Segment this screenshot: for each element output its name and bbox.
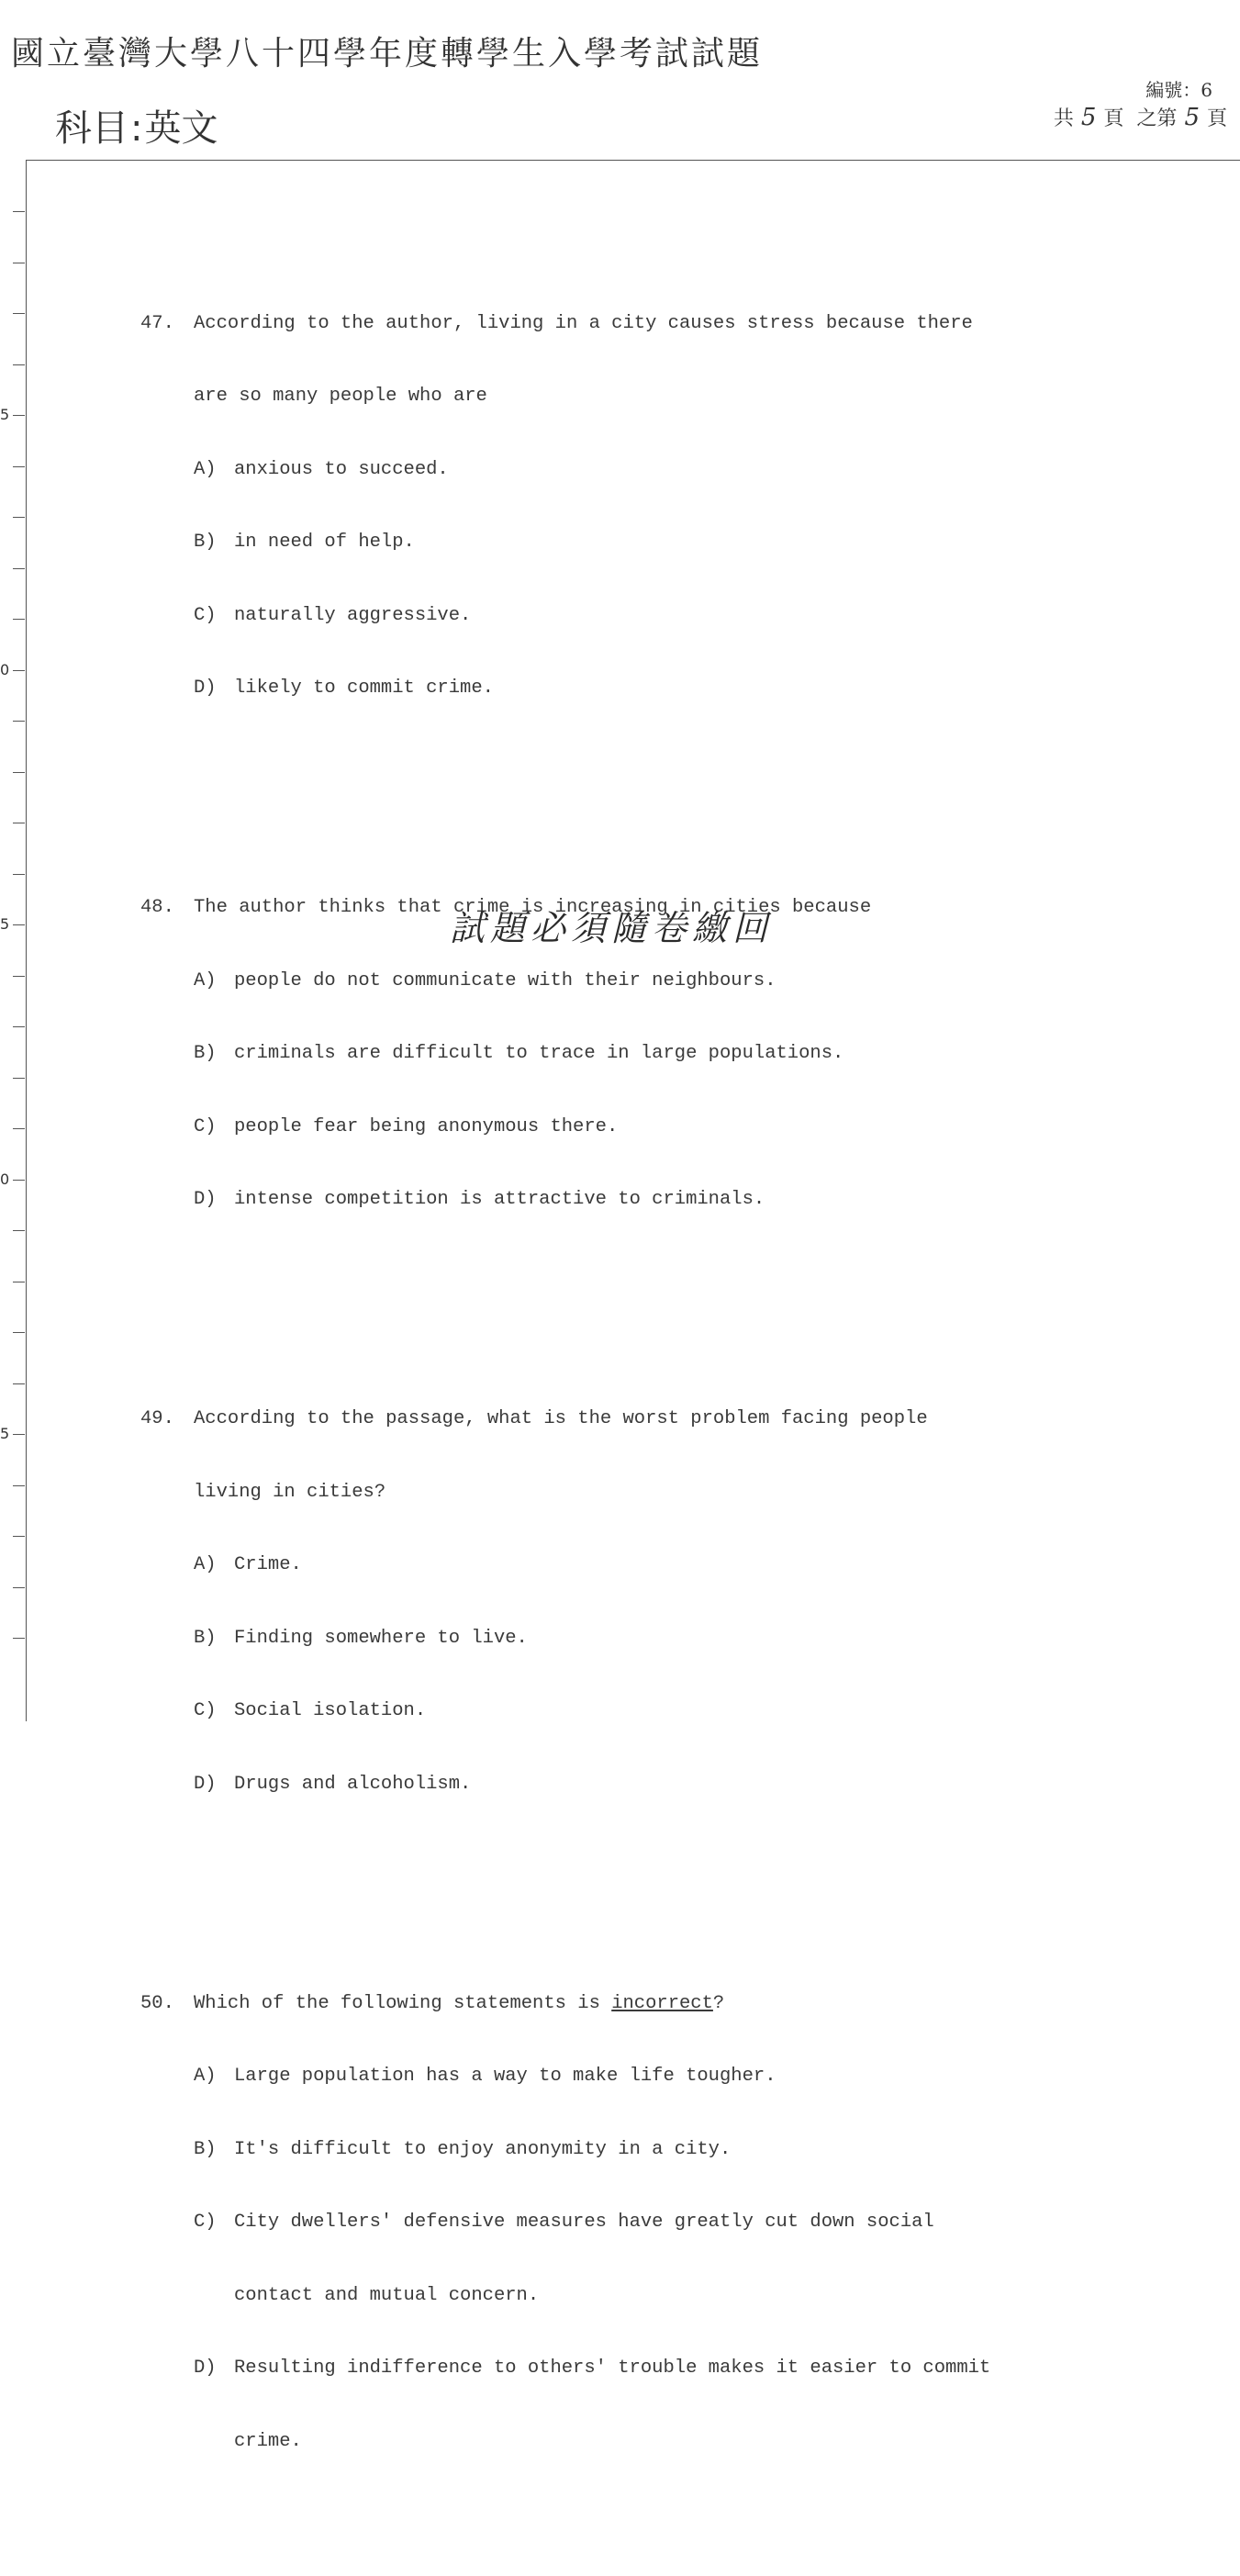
stem-text: According to the author, living in a city causes stress because there <box>194 312 973 334</box>
option-b <box>140 2138 1132 2163</box>
option-b <box>140 1042 1132 1067</box>
option-letter: D) <box>194 2358 217 2379</box>
pages-unit: 頁 <box>1103 107 1124 130</box>
option-continuation: contact and mutual concern. <box>234 2284 540 2306</box>
option-letter: C) <box>194 604 217 626</box>
option-text: Social isolation. <box>234 1700 427 1721</box>
option-text: anxious to succeed. <box>234 458 449 480</box>
ruler-tick <box>13 874 25 875</box>
ruler-tick <box>13 364 25 365</box>
option-letter: D) <box>194 1189 217 1210</box>
ruler-tick <box>13 313 25 314</box>
ruler-label: 5 <box>0 406 10 423</box>
question-stem-line <box>140 1992 1132 2017</box>
option-a <box>140 2065 1132 2089</box>
question-list <box>140 190 1132 2576</box>
option-letter: D) <box>194 678 217 699</box>
ruler-tick <box>13 568 25 569</box>
ruler-label: 5 <box>0 915 10 933</box>
ruler-tick <box>13 466 25 467</box>
option-a <box>140 458 1132 483</box>
option-letter: D) <box>194 1773 217 1795</box>
option-text: people fear being anonymous there. <box>234 1115 619 1137</box>
option-text: likely to commit crime. <box>234 678 494 699</box>
option-c <box>140 604 1132 629</box>
option-text: Drugs and alcoholism. <box>234 1773 472 1795</box>
option-letter: C) <box>194 1115 217 1137</box>
return-notice-stamp: 試題必須隨卷繳回 <box>450 908 774 948</box>
ruler-tick <box>13 670 25 671</box>
option-letter: A) <box>194 458 217 480</box>
option-continuation: crime. <box>234 2430 302 2452</box>
option-text: Resulting indifference to others' trouble makes it easier to commit <box>234 2358 991 2379</box>
option-b <box>140 531 1132 555</box>
question-stem-line <box>140 1407 1132 1432</box>
option-b <box>140 1627 1132 1652</box>
option-c <box>140 1699 1132 1724</box>
pages-current-prefix: 之第 <box>1136 107 1178 130</box>
option-letter: B) <box>194 2138 217 2160</box>
ruler-tick <box>13 619 25 620</box>
ruler-tick <box>13 1332 25 1333</box>
option-text: people do not communicate with their neighbours. <box>234 969 776 991</box>
option-d <box>140 1773 1132 1798</box>
pages-total: 5 <box>1080 104 1097 131</box>
ruler-tick <box>13 976 25 977</box>
subject-heading <box>55 99 218 151</box>
ruler-tick <box>13 1078 25 1079</box>
ruler-tick <box>13 1485 25 1486</box>
question-number: 48. <box>140 897 174 918</box>
stem-continuation: living in cities? <box>194 1481 386 1503</box>
ruler-label: 0 <box>0 1170 10 1188</box>
option-c <box>140 2211 1132 2235</box>
serial-number: 編號：6 <box>1145 79 1212 101</box>
option-letter: C) <box>194 2212 217 2233</box>
option-text: Crime. <box>234 1554 302 1575</box>
option-letter: C) <box>194 1700 217 1721</box>
option-text: intense competition is attractive to criminals. <box>234 1189 765 1210</box>
ruler-tick <box>13 211 25 212</box>
option-d <box>140 1188 1132 1213</box>
ruler-tick <box>13 1230 25 1231</box>
option-letter: B) <box>194 1627 217 1649</box>
ruler-tick <box>13 415 25 416</box>
option-letter: A) <box>194 969 217 991</box>
option-c <box>140 1115 1132 1140</box>
option-letter: B) <box>194 1043 217 1064</box>
question-47 <box>140 263 1132 750</box>
ruler-label: 0 <box>0 661 10 678</box>
ruler-tick <box>13 517 25 518</box>
option-letter: A) <box>194 1554 217 1575</box>
exam-title: 國立臺灣大學八十四學年度轉學生入學考試試題 <box>11 35 764 73</box>
option-text: in need of help. <box>234 532 415 553</box>
ruler-tick <box>13 721 25 722</box>
subject-value: 英文 <box>144 107 218 150</box>
option-letter: A) <box>194 2066 217 2087</box>
option-a <box>140 1553 1132 1578</box>
option-text: Finding somewhere to live. <box>234 1627 528 1649</box>
ruler-tick <box>13 1536 25 1537</box>
option-text: naturally aggressive. <box>234 604 472 626</box>
ruler-tick <box>13 1026 25 1027</box>
page-count <box>1054 103 1227 131</box>
option-text: criminals are difficult to trace in large populations. <box>234 1043 844 1064</box>
ruler-tick <box>13 772 25 773</box>
question-number: 49. <box>140 1408 174 1429</box>
option-d <box>140 677 1132 701</box>
option-a <box>140 969 1132 994</box>
ruler-tick <box>13 1128 25 1129</box>
option-text: It's difficult to enjoy anonymity in a city. <box>234 2138 732 2160</box>
ruler-tick <box>13 1638 25 1639</box>
ruler-label: 5 <box>0 1425 10 1442</box>
stem-emphasis: incorrect <box>611 1992 713 2014</box>
question-number: 50. <box>140 1992 174 2014</box>
question-stem-line <box>140 312 1132 337</box>
question-49 <box>140 1359 1132 1845</box>
ruler-tick <box>13 1434 25 1435</box>
option-d <box>140 2357 1132 2381</box>
stem-text: Which of the following statements is <box>194 1992 612 2014</box>
ruler-tick <box>13 1383 25 1384</box>
pages-current-unit: 頁 <box>1206 107 1227 130</box>
stem-continuation: are so many people who are <box>194 386 487 407</box>
subject-colon: : <box>130 107 143 150</box>
stem-text-end: ? <box>712 1992 725 2014</box>
option-text: City dwellers' defensive measures have greatly cut down social <box>234 2212 934 2233</box>
stem-text: According to the passage, what is the worst problem facing people <box>194 1408 928 1429</box>
question-number: 47. <box>140 312 174 334</box>
stem-text: The author thinks that crime is increasing in cities because <box>194 897 872 918</box>
pages-current: 5 <box>1184 104 1200 131</box>
ruler-tick <box>13 1587 25 1588</box>
option-text: Large population has a way to make life tougher. <box>234 2066 776 2087</box>
pages-total-prefix: 共 <box>1053 107 1074 130</box>
ruler-tick <box>13 1180 25 1181</box>
option-letter: B) <box>194 532 217 553</box>
subject-label: 科目 <box>55 107 128 150</box>
question-50 <box>140 1943 1132 2503</box>
ruler-tick <box>13 924 25 925</box>
